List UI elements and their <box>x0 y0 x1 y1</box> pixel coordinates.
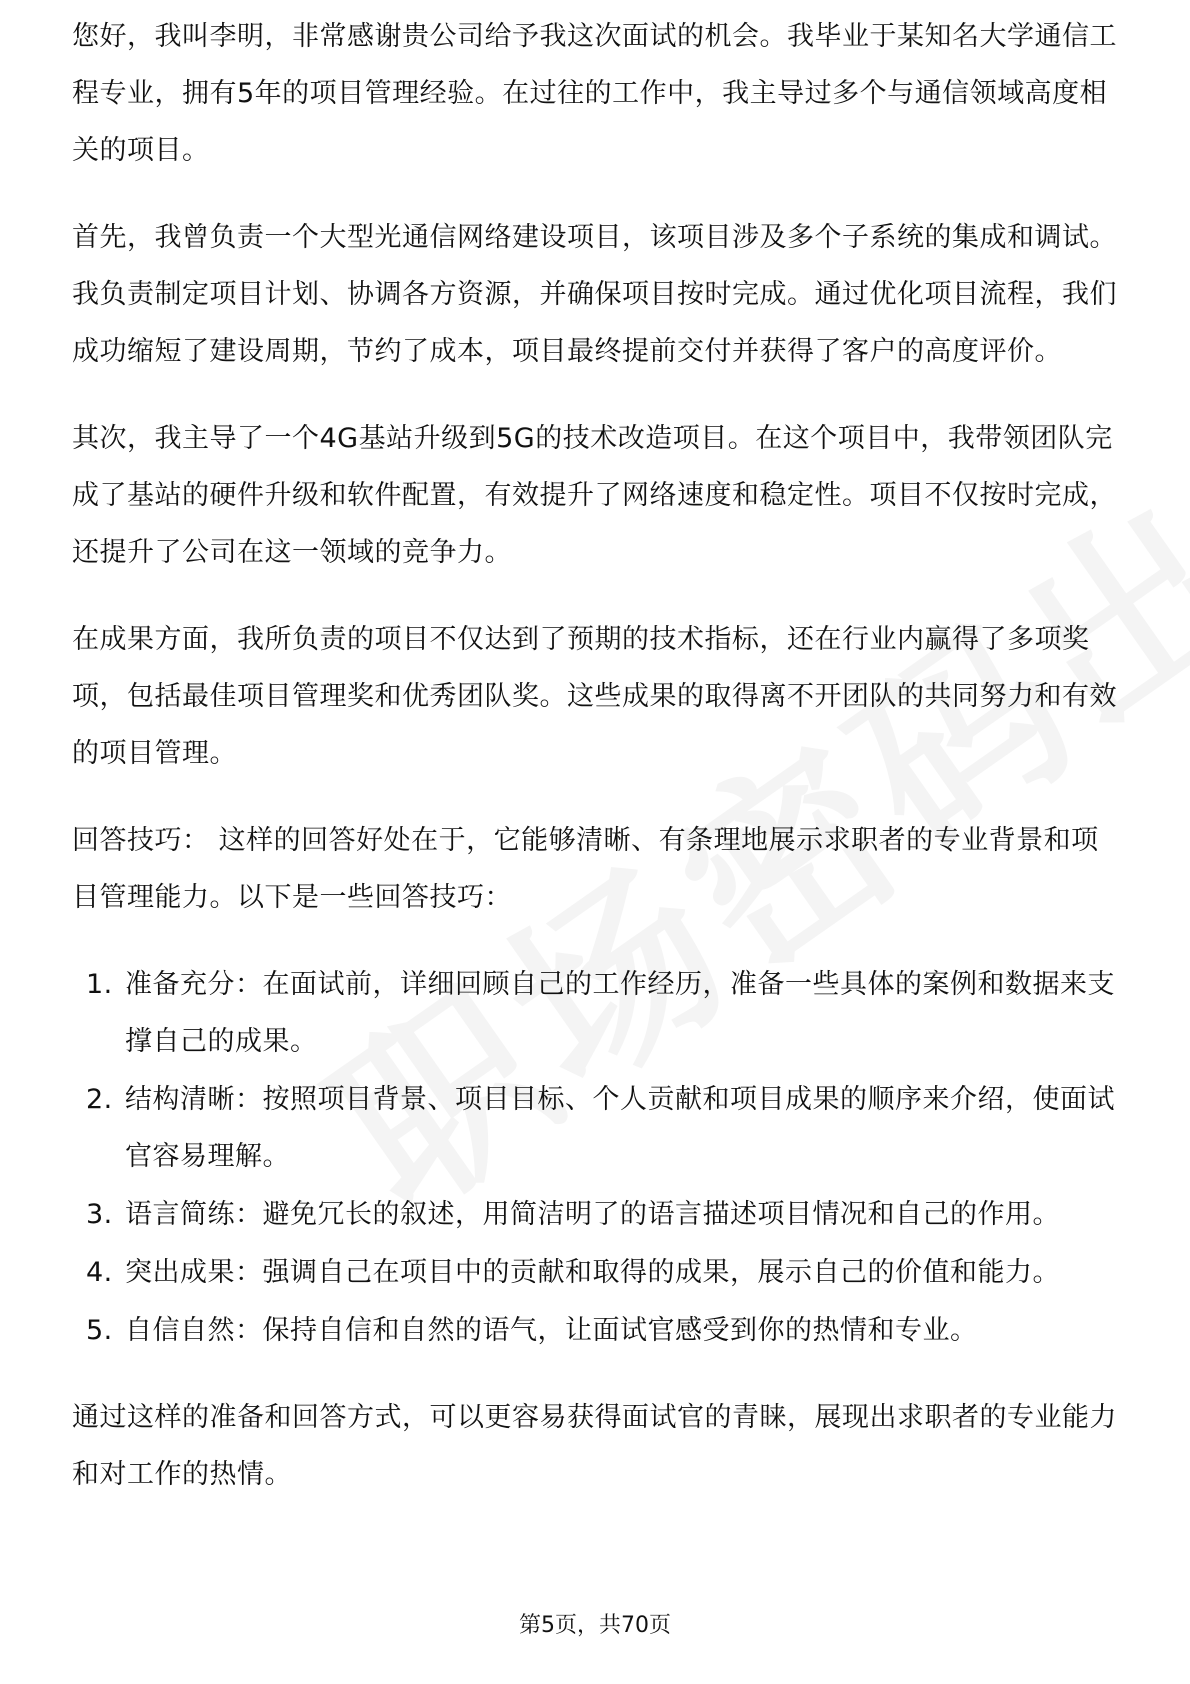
closing-paragraph: 通过这样的准备和回答方式，可以更容易获得面试官的青睐，展现出求职者的专业能力和对工作的热情。 <box>72 1402 1117 1490</box>
list-number: 2. <box>86 1084 113 1115</box>
list-text: 自信自然：保持自信和自然的语气，让面试官感受到你的热情和专业。 <box>125 1315 978 1346</box>
list-item <box>72 1302 1118 1359</box>
list-text: 结构清晰：按照项目背景、项目目标、个人贡献和项目成果的顺序来介绍，使面试官容易理解。 <box>125 1084 1115 1172</box>
document-body <box>72 21 1118 1533</box>
list-number: 1. <box>86 969 113 1000</box>
project-one-paragraph: 首先，我曾负责一个大型光通信网络建设项目，该项目涉及多个子系统的集成和调试。我负责制定项目计划、协调各方资源，并确保项目按时完成。通过优化项目流程，我们成功缩短了建设周期，节约了成本，项目最终提前交付并获得了客户的高度评价。 <box>72 222 1117 367</box>
intro-paragraph: 您好，我叫李明，非常感谢贵公司给予我这次面试的机会。我毕业于某知名大学通信工程专业，拥有5年的项目管理经验。在过往的工作中，我主导过多个与通信领域高度相关的项目。 <box>72 21 1117 166</box>
list-number: 5. <box>86 1315 113 1346</box>
list-text: 语言简练：避免冗长的叙述，用简洁明了的语言描述项目情况和自己的作用。 <box>125 1199 1060 1230</box>
tips-list <box>72 956 1118 1359</box>
list-item <box>72 1071 1118 1185</box>
list-item <box>72 1186 1118 1243</box>
list-text: 突出成果：强调自己在项目中的贡献和取得的成果，展示自己的价值和能力。 <box>125 1257 1060 1288</box>
project-two-paragraph: 其次，我主导了一个4G基站升级到5G的技术改造项目。在这个项目中，我带领团队完成了基站的硬件升级和软件配置，有效提升了网络速度和稳定性。项目不仅按时完成，还提升了公司在这一领域的竞争力。 <box>72 423 1117 568</box>
list-number: 3. <box>86 1199 113 1230</box>
answer-tips-intro: 回答技巧： 这样的回答好处在于，它能够清晰、有条理地展示求职者的专业背景和项目管理能力。以下是一些回答技巧： <box>72 825 1099 913</box>
page-number-footer: 第5页，共70页 <box>519 1613 671 1638</box>
list-item <box>72 956 1118 1070</box>
list-text: 准备充分：在面试前，详细回顾自己的工作经历，准备一些具体的案例和数据来支撑自己的成果。 <box>125 969 1115 1057</box>
achievements-paragraph: 在成果方面，我所负责的项目不仅达到了预期的技术指标，还在行业内赢得了多项奖项，包括最佳项目管理奖和优秀团队奖。这些成果的取得离不开团队的共同努力和有效的项目管理。 <box>72 624 1117 769</box>
list-item <box>72 1244 1118 1301</box>
list-number: 4. <box>86 1257 113 1288</box>
